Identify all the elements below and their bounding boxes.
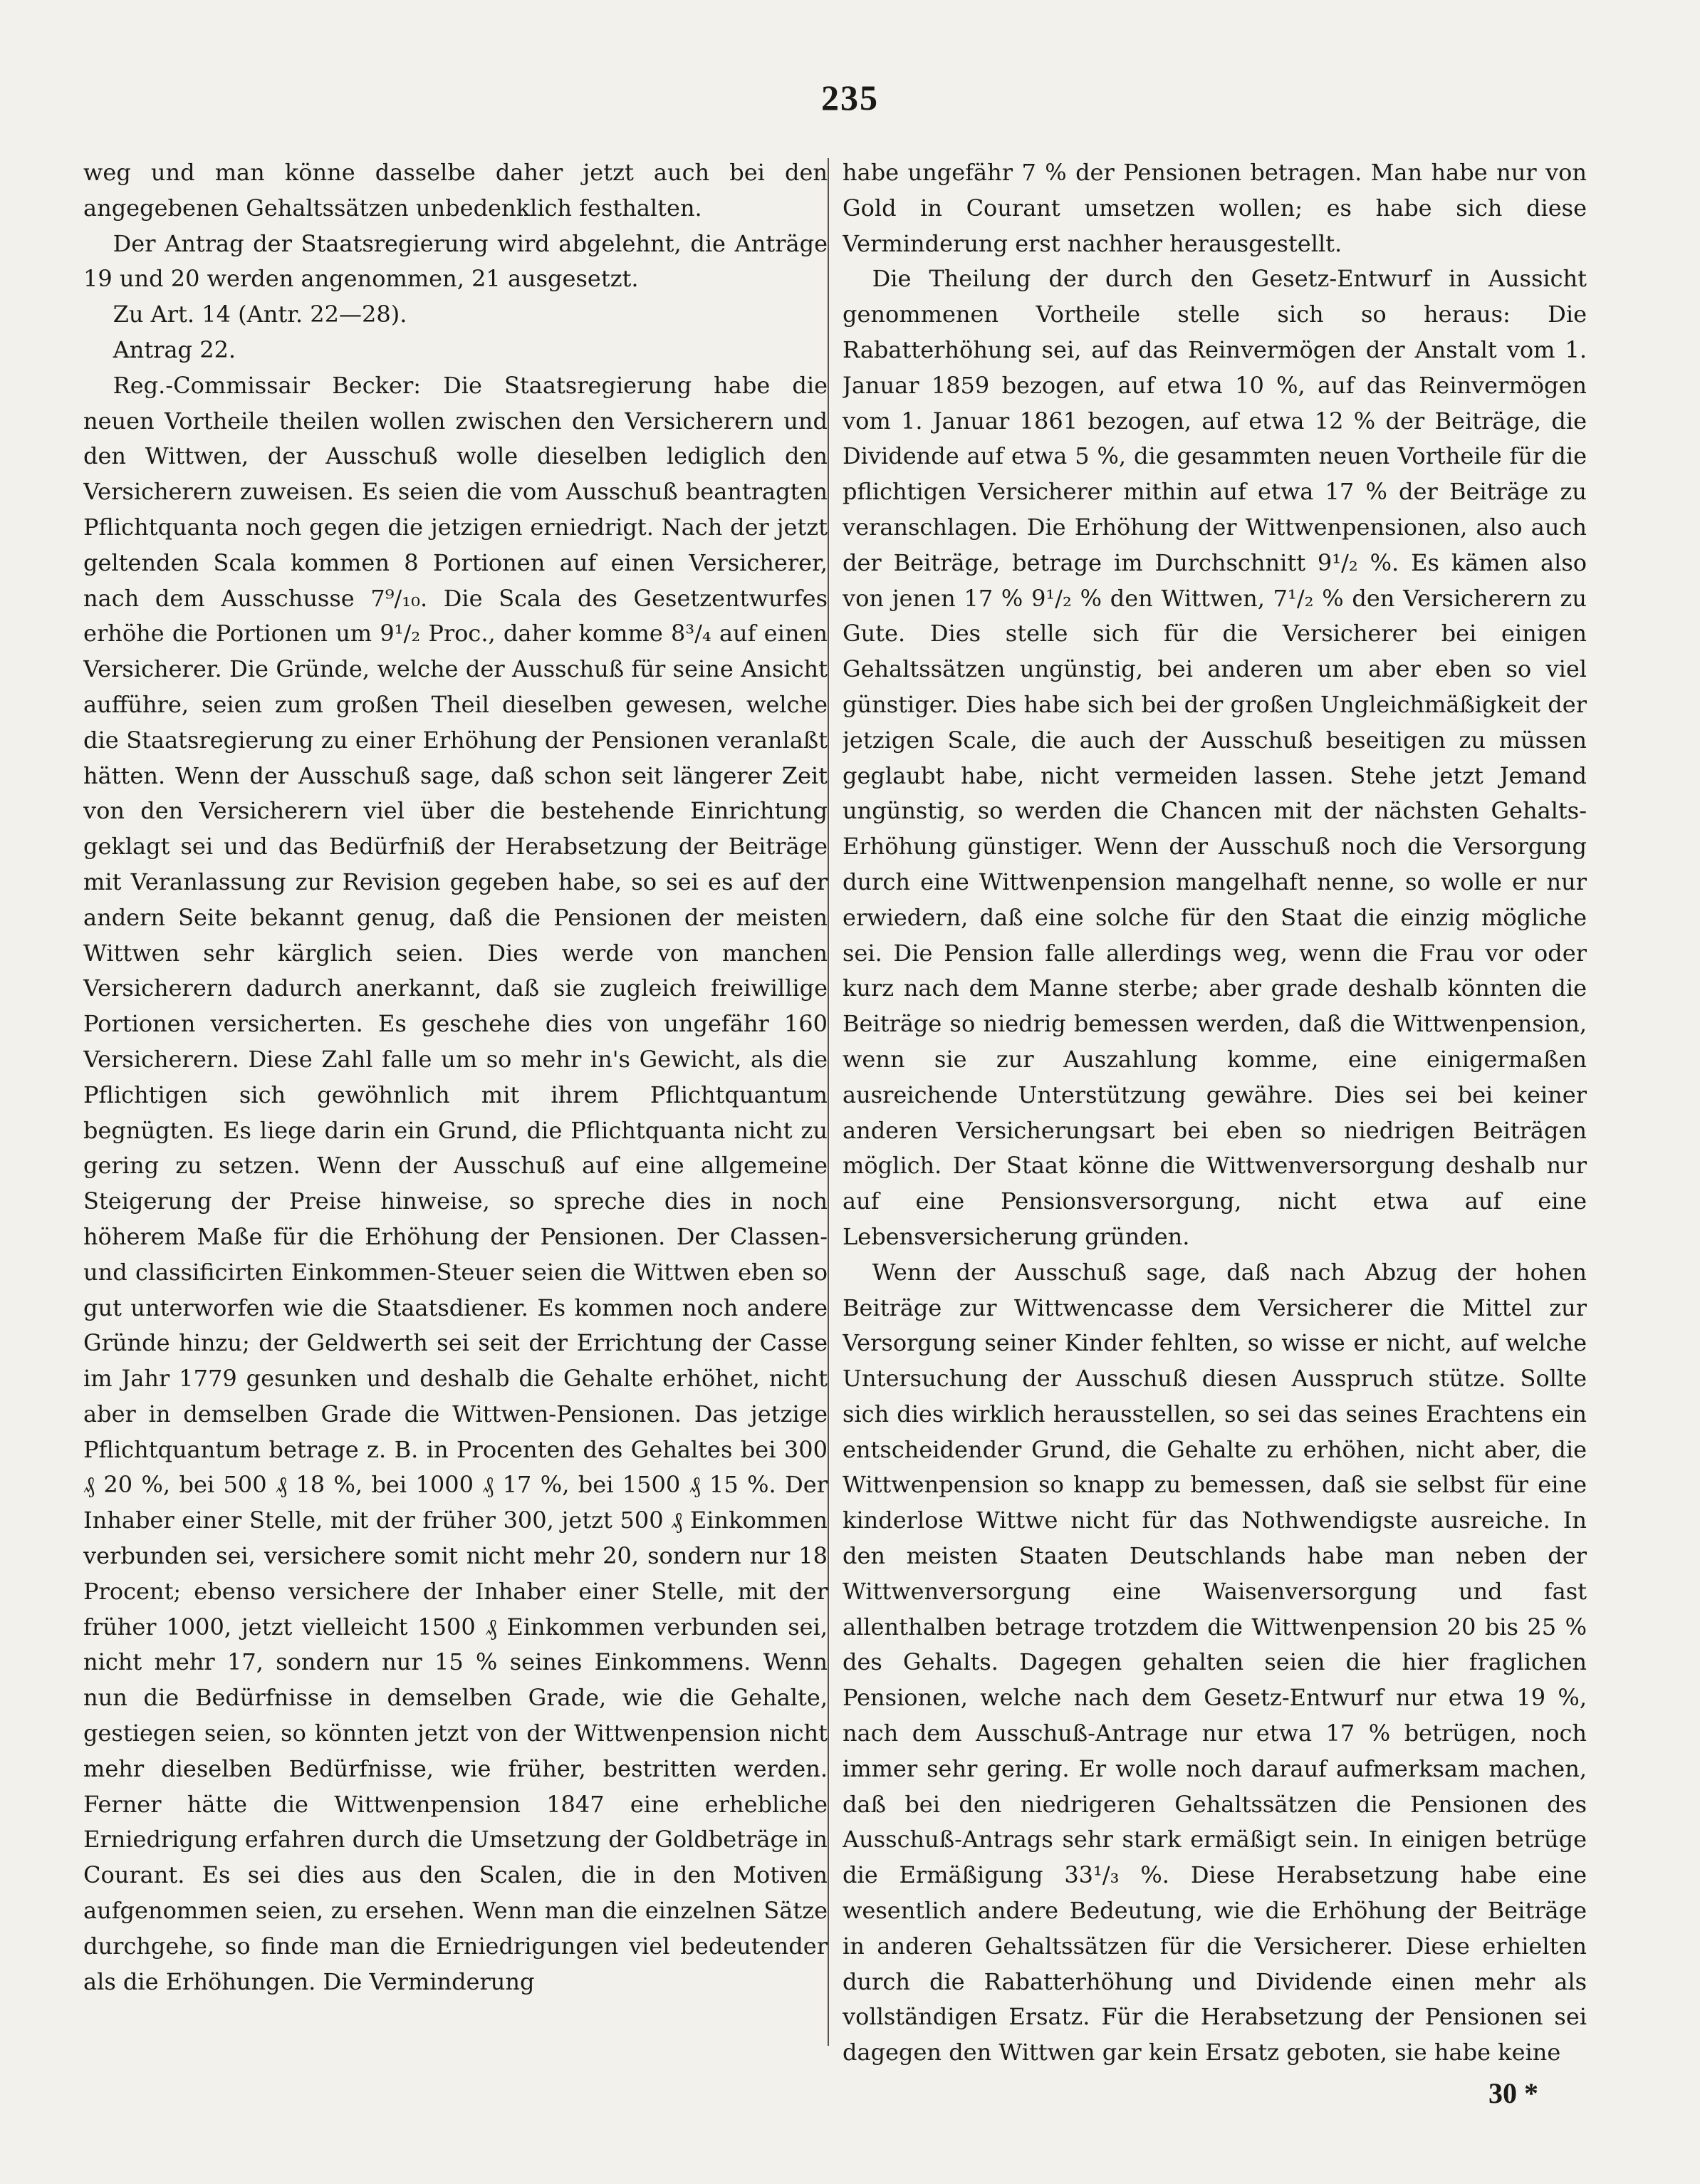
paragraph-resolution: Der Antrag der Staatsregierung wird abgelehnt, die Anträge 19 und 20 werden angenommen, 21 ausgesetzt.	[83, 229, 828, 293]
article-heading: Zu Art. 14 (Antr. 22—28).	[113, 301, 407, 328]
paragraph-continued: weg und man könne dasselbe daher jetzt auch bei den angegebenen Gehaltssätzen unbedenklich festhalten.	[83, 159, 828, 222]
paragraph-committee-response: Wenn der Ausschuß sage, daß nach Abzug der hohen Beiträge zur Wittwencasse dem Versicherer die Mittel zur Versorgung seiner Kinder fehlten, so wisse er nicht, auf welche Untersuchung der Ausschuß diesen Ausspruch stütze. Sollte sich dies wirklich herausstellen, so sei das seines Erachtens ein entscheidender Grund, die Gehalte zu erhöhen, nicht aber, die Wittwenpension so knapp zu bemessen, daß sie selbst für eine kinderlose Wittwe nicht für das Nothwendigste ausreiche. In den meisten Staaten Deutschlands habe man neben der Wittwenversorgung eine Waisenversorgung und fast allenthalben betrage trotzdem die Wittwenpension 20 bis 25 % des Gehalts. Dagegen gehalten seien die hier fraglichen Pensionen, welche nach dem Gesetz-Entwurf nur etwa 19 %, nach dem Ausschuß-Antrage nur etwa 17 % betrügen, noch immer sehr gering. Er wolle noch darauf aufmerksam machen, daß bei den niedrigeren Gehaltssätzen die Pensionen des Ausschuß-Antrags sehr stark ermäßigt sein. In einigen betrüge die Ermäßigung 33¹/₃ %. Diese Herabsetzung habe eine wesentlich andere Bedeutung, wie die Erhöhung der Beiträge in anderen Gehaltssätzen für die Versicherer. Diese erhielten durch die Rabatterhöhung und Dividende einen mehr als vollständigen Ersatz. Für die Herabsetzung der Pensionen sei dagegen den Wittwen gar kein Ersatz geboten, sie habe keine	[843, 1258, 1587, 2066]
page-number: 235	[821, 78, 879, 118]
motion-heading: Antrag 22.	[113, 336, 236, 363]
paragraph-distribution: Die Theilung der durch den Gesetz-Entwurf in Aussicht genommenen Vortheile stelle sich so heraus: Die Rabatterhöhung sei, auf das Reinvermögen der Anstalt vom 1. Januar 1859 bezogen, auf etwa 10 %, auf das Reinvermögen vom 1. Januar 1861 bezogen, auf etwa 12 % der Beiträge, die Dividende auf etwa 5 %, die gesammten neuen Vortheile für die pflichtigen Versicherer mithin auf etwa 17 % der Beiträge zu veranschlagen. Die Erhöhung der Wittwenpensionen, also auch der Beiträge, betrage im Durchschnitt 9¹/₂ %. Es kämen also von jenen 17 % 9¹/₂ % den Wittwen, 7¹/₂ % den Versicherern zu Gute. Dies stelle sich für die Versicherer bei einigen Gehaltssätzen ungünstig, bei anderen um aber eben so viel günstiger. Dies habe sich bei der großen Ungleichmäßigkeit der jetzigen Scale, die auch der Ausschuß beseitigen zu müssen geglaubt habe, nicht vermeiden lassen. Stehe jetzt Jemand ungünstig, so werden die Chancen mit der nächsten Gehalts-Erhöhung günstiger. Wenn der Ausschuß noch die Versorgung durch eine Wittwenpension mangelhaft nenne, so wolle er nur erwiedern, daß eine solche für den Staat die einzig mögliche sei. Die Pension falle allerdings weg, wenn die Frau vor oder kurz nach dem Manne sterbe; aber grade deshalb könnten die Beiträge so niedrig bemessen werden, daß die Wittwenpension, wenn sie zur Auszahlung komme, eine einigermaßen ausreichende Unterstützung gewähre. Dies sei bei keiner anderen Versicherungsart bei eben so niedrigen Beiträgen möglich. Der Staat könne die Wittwenversorgung deshalb nur auf eine Pensionsversorgung, nicht etwa auf eine Lebensversicherung gründen.	[843, 265, 1587, 1250]
left-text-column	[83, 155, 828, 2100]
sheet-signature: 30 *	[1488, 2077, 1538, 2109]
paragraph-commissioner-speech: Reg.-Commissair Becker: Die Staatsregierung habe die neuen Vortheile theilen wollen zwischen den Versicherern und den Wittwen, der Ausschuß wolle dieselben lediglich den Versicherern zuweisen. Es seien die vom Ausschuß beantragten Pflichtquanta noch gegen die jetzigen erniedrigt. Nach der jetzt geltenden Scala kommen 8 Portionen auf einen Versicherer, nach dem Ausschusse 7⁹/₁₀. Die Scala des Gesetzentwurfes erhöhe die Portionen um 9¹/₂ Proc., daher komme 8³/₄ auf einen Versicherer. Die Gründe, welche der Ausschuß für seine Ansicht aufführe, seien zum großen Theil dieselben gewesen, welche die Staatsregierung zu einer Erhöhung der Pensionen veranlaßt hätten. Wenn der Ausschuß sage, daß schon seit längerer Zeit von den Versicherern viel über die bestehende Einrichtung geklagt sei und das Bedürfniß der Herabsetzung der Beiträge mit Veranlassung zur Revision gegeben habe, so sei es auf der andern Seite bekannt genug, daß die Pensionen der meisten Wittwen sehr kärglich seien. Dies werde von manchen Versicherern dadurch anerkannt, daß sie zugleich freiwillige Portionen versicherten. Es geschehe dies von ungefähr 160 Versicherern. Diese Zahl falle um so mehr in's Gewicht, als die Pflichtigen sich gewöhnlich mit ihrem Pflichtquantum begnügten. Es liege darin ein Grund, die Pflichtquanta nicht zu gering zu setzen. Wenn der Ausschuß auf eine allgemeine Steigerung der Preise hinweise, so spreche dies in noch höherem Maße für die Erhöhung der Pensionen. Der Classen- und classificirten Einkommen-Steuer seien die Wittwen eben so gut unterworfen wie die Staatsdiener. Es kommen noch andere Gründe hinzu; der Geldwerth sei seit der Errichtung der Casse im Jahr 1779 gesunken und deshalb die Gehalte erhöhet, nicht aber in demselben Grade die Wittwen-Pensionen. Das jetzige Pflichtquantum betrage z. B. in Procenten des Gehaltes bei 300 ₰ 20 %, bei 500 ₰ 18 %, bei 1000 ₰ 17 %, bei 1500 ₰ 15 %. Der Inhaber einer Stelle, mit der früher 300, jetzt 500 ₰ Einkommen verbunden sei, versichere somit nicht mehr 20, sondern nur 18 Procent; ebenso versichere der Inhaber einer Stelle, mit der früher 1000, jetzt vielleicht 1500 ₰ Einkommen verbunden sei, nicht mehr 17, sondern nur 15 % seines Einkommens. Wenn nun die Bedürfnisse in demselben Grade, wie die Gehalte, gestiegen seien, so könnten jetzt von der Wittwenpension nicht mehr dieselben Bedürfnisse, wie früher, bestritten werden. Ferner hätte die Wittwenpension 1847 eine erhebliche Erniedrigung erfahren durch die Umsetzung der Goldbeträge in Courant. Es sei dies aus den Scalen, die in den Motiven aufgenommen seien, zu ersehen. Wenn man die einzelnen Sätze durchgehe, so finde man die Erniedrigungen viel bedeutender als die Erhöhungen. Die Verminderung	[83, 371, 828, 1995]
paragraph-continued: habe ungefähr 7 % der Pensionen betragen. Man habe nur von Gold in Courant umsetzen wollen; es habe sich diese Verminderung erst nachher herausgestellt.	[843, 159, 1587, 257]
right-text-column	[843, 155, 1587, 2100]
column-divider	[828, 158, 829, 2046]
